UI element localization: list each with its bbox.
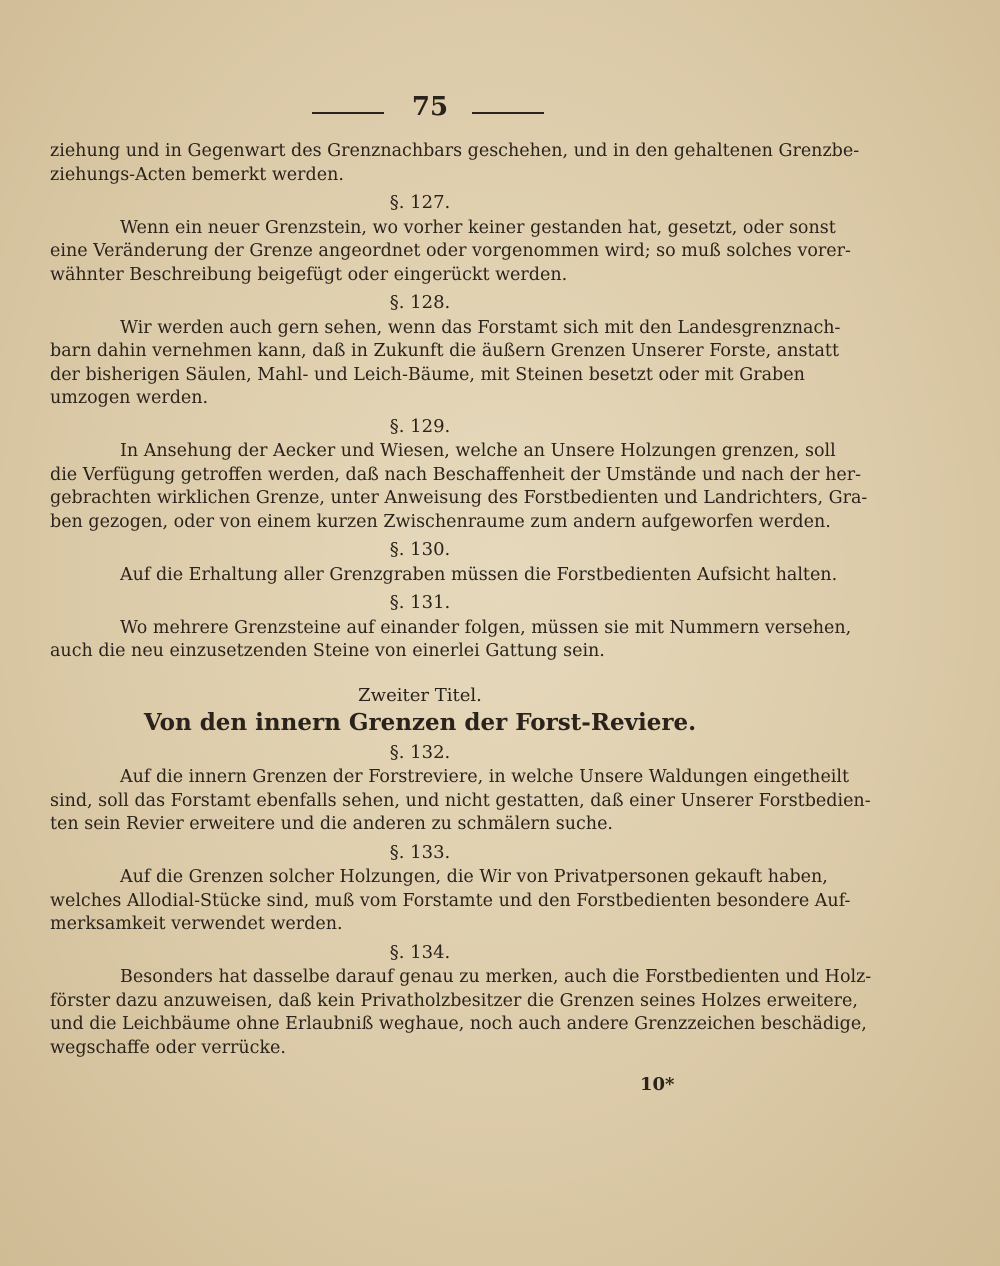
text-line: und die Leichbäume ohne Erlaubniß weghaue, noch auch andere Grenzzeichen beschädige, bbox=[50, 1014, 867, 1034]
text-line: Wo mehrere Grenzsteine auf einander folgen, müssen sie mit Nummern versehen, bbox=[120, 617, 852, 638]
body-text bbox=[50, 140, 872, 1060]
section-heading: §. 129. bbox=[389, 415, 451, 437]
text-line: förster dazu anzuweisen, daß kein Privatholzbesitzer die Grenzen seines Holzes erweitere, bbox=[50, 990, 858, 1011]
section-heading: §. 134. bbox=[389, 941, 451, 963]
text-line: Auf die Grenzen solcher Holzungen, die Wir von Privatpersonen gekauft haben, bbox=[120, 867, 828, 887]
text-line: welches Allodial-Stücke sind, muß vom Forstamte und den Forstbedienten besondere Auf- bbox=[50, 890, 851, 911]
text-line: wegschaffe oder verrücke. bbox=[50, 1037, 286, 1058]
section-heading: §. 133. bbox=[389, 841, 451, 863]
section-heading: §. 128. bbox=[389, 292, 451, 313]
text-line: In Ansehung der Aecker und Wiesen, welche an Unsere Holzungen grenzen, soll bbox=[120, 441, 836, 461]
text-line: Wenn ein neuer Grenzstein, wo vorher keiner gestanden hat, gesetzt, oder sonst bbox=[120, 217, 836, 238]
text-line: Wir werden auch gern sehen, wenn das Forstamt sich mit den Landesgrenznach- bbox=[120, 317, 841, 338]
chapter-title: Von den innern Grenzen der Forst-Reviere. bbox=[143, 709, 697, 736]
text-line: ben gezogen, oder von einem kurzen Zwischenraume zum andern aufgeworfen werden. bbox=[50, 511, 831, 532]
text-line: ziehung und in Gegenwart des Grenznachbars geschehen, und in den gehaltenen Grenzbe- bbox=[50, 141, 860, 161]
header-rule-left bbox=[312, 112, 384, 114]
text-line: Auf die innern Grenzen der Forstreviere, in welche Unsere Waldungen eingetheilt bbox=[120, 767, 850, 787]
text-line: merksamkeit verwendet werden. bbox=[50, 914, 343, 934]
header-rule-right bbox=[472, 112, 544, 114]
section-heading: §. 132. bbox=[389, 741, 451, 763]
text-line: wähnter Beschreibung beigefügt oder eingerückt werden. bbox=[50, 264, 568, 285]
chapter-label: Zweiter Titel. bbox=[358, 684, 482, 706]
section-heading: §. 130. bbox=[389, 539, 451, 560]
section-heading: §. 131. bbox=[389, 592, 451, 613]
page-number: 75 bbox=[411, 92, 449, 122]
section-heading: §. 127. bbox=[389, 192, 451, 213]
text-line: Besonders hat dasselbe darauf genau zu merken, auch die Forstbedienten und Holz- bbox=[120, 967, 872, 987]
text-line: eine Veränderung der Grenze angeordnet oder vorgenommen wird; so muß solches vorer- bbox=[50, 241, 851, 261]
text-line: Auf die Erhaltung aller Grenzgraben müssen die Forstbedienten Aufsicht halten. bbox=[120, 564, 838, 585]
signature-mark: 10* bbox=[640, 1074, 675, 1095]
text-line: umzogen werden. bbox=[50, 388, 209, 408]
text-line: ziehungs-Acten bemerkt werden. bbox=[50, 164, 344, 185]
text-line: die Verfügung getroffen werden, daß nach Beschaffenheit der Umstände und nach der her- bbox=[50, 464, 862, 485]
text-line: ten sein Revier erweitere und die anderen zu schmälern suche. bbox=[50, 814, 613, 834]
text-line: gebrachten wirklichen Grenze, unter Anweisung des Forstbedienten und Landrichters, Gra- bbox=[50, 488, 868, 508]
text-line: sind, soll das Forstamt ebenfalls sehen, und nicht gestatten, daß einer Unserer Forstbedien- bbox=[50, 790, 871, 811]
text-line: der bisherigen Säulen, Mahl- und Leich-Bäume, mit Steinen besetzt oder mit Graben bbox=[50, 364, 805, 385]
text-line: barn dahin vernehmen kann, daß in Zukunft die äußern Grenzen Unserer Forste, anstatt bbox=[50, 341, 839, 361]
text-line: auch die neu einzusetzenden Steine von einerlei Gattung sein. bbox=[50, 641, 605, 661]
